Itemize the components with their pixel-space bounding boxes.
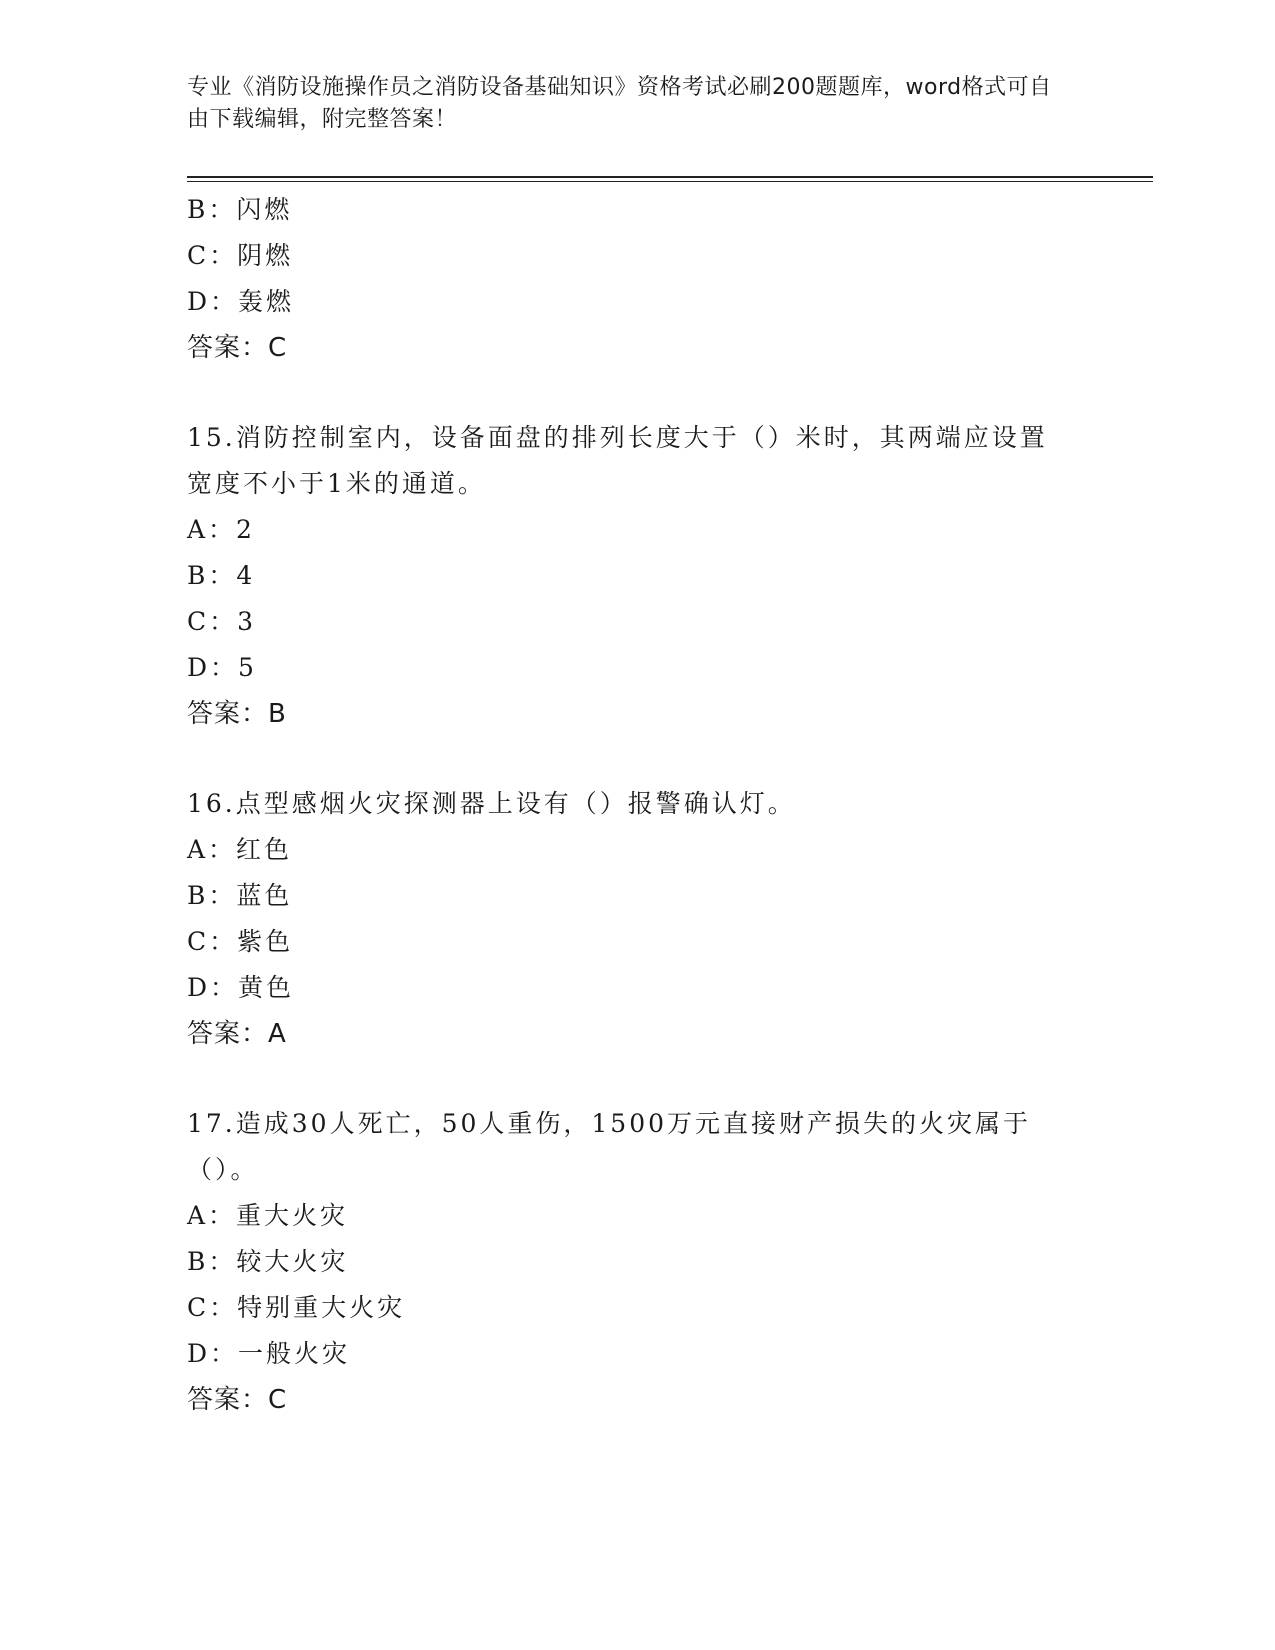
- answer-line: 答案：A: [187, 1019, 287, 1049]
- spacer: [187, 737, 1087, 781]
- answer-line: 答案：C: [187, 1385, 288, 1415]
- option-c: C：特别重大火灾: [187, 1293, 406, 1322]
- option-a: A：红色: [187, 835, 293, 864]
- question-text: 16.点型感烟火灾探测器上设有（）报警确认灯。: [187, 789, 796, 818]
- option-c: C：3: [187, 607, 257, 636]
- option-a: A：2: [187, 515, 255, 544]
- question-text: 17.造成30人死亡，50人重伤，1500万元直接财产损失的火灾属于（）。: [187, 1109, 1032, 1184]
- option-b: B：蓝色: [187, 881, 293, 910]
- question-block-16: [187, 781, 1087, 1057]
- option-d: D：轰燃: [187, 287, 295, 316]
- previous-question-block: [187, 187, 1087, 371]
- option-d: D：一般火灾: [187, 1339, 351, 1368]
- question-block-15: [187, 415, 1087, 737]
- option-d: D：黄色: [187, 973, 295, 1002]
- header-divider: [187, 176, 1153, 182]
- spacer: [187, 371, 1087, 415]
- option-a: A：重大火灾: [187, 1201, 349, 1230]
- option-b: B：较大火灾: [187, 1247, 349, 1276]
- option-b: B：闪燃: [187, 195, 293, 224]
- question-block-17: [187, 1101, 1087, 1423]
- question-content: [187, 187, 1087, 1423]
- question-text: 15.消防控制室内，设备面盘的排列长度大于（）米时，其两端应设置宽度不小于1米的通道。: [187, 423, 1048, 498]
- page-header: 专业《消防设施操作员之消防设备基础知识》资格考试必刷200题题库，word格式可自由下载编辑，附完整答案！: [187, 75, 1052, 132]
- option-c: C：阴燃: [187, 241, 294, 270]
- option-c: C：紫色: [187, 927, 294, 956]
- option-d: D：5: [187, 653, 257, 682]
- answer-line: 答案：B: [187, 699, 287, 729]
- answer-line: 答案：C: [187, 333, 288, 363]
- option-b: B：4: [187, 561, 256, 590]
- spacer: [187, 1057, 1087, 1101]
